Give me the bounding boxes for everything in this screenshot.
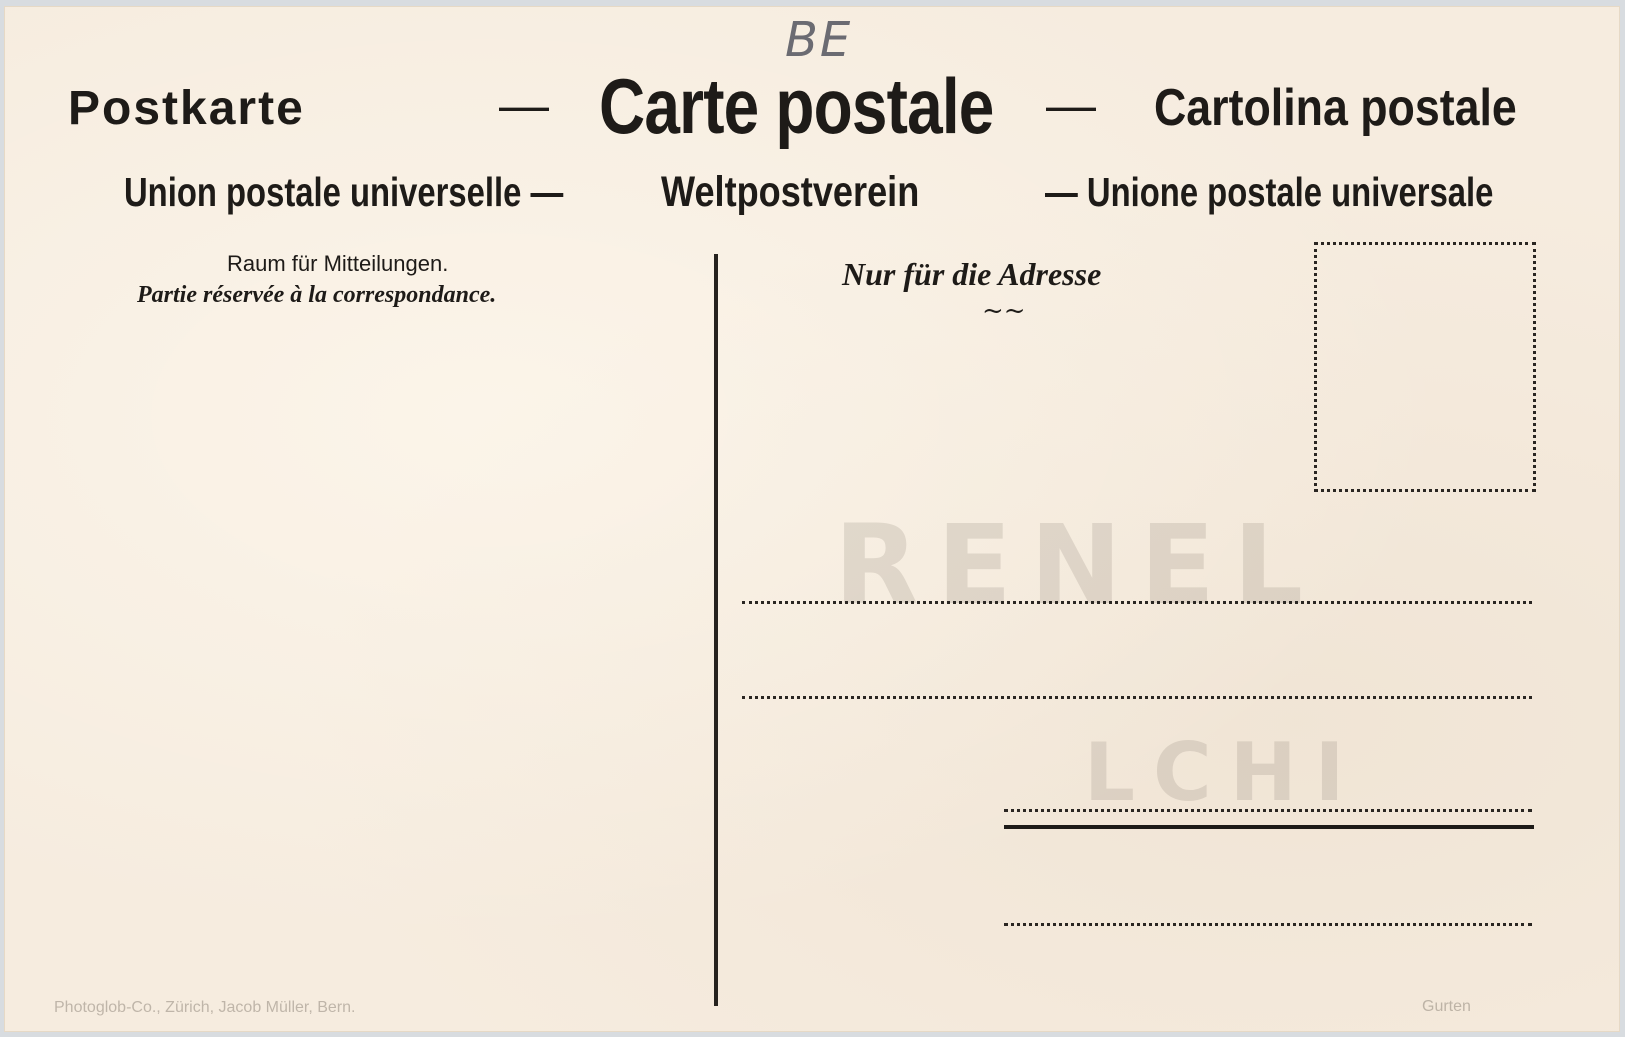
postcard-back — [4, 6, 1620, 1032]
address-line-1 — [742, 601, 1532, 604]
faint-mark-upper: RENEL — [834, 501, 1322, 629]
subtitle-separator: — — [530, 169, 564, 215]
message-label-german: Raum für Mitteilungen. — [227, 251, 449, 276]
message-label-french: Partie réservée à la correspondance. — [137, 282, 497, 308]
subtitle-italian-text: Unione postale universale — [1086, 169, 1494, 215]
address-flourish: ~~ — [982, 296, 1026, 326]
center-divider — [714, 254, 718, 1006]
address-label: Nur für die Adresse — [842, 256, 1102, 292]
title-separator: — — [499, 77, 549, 133]
title-german: Postkarte — [68, 82, 305, 135]
address-underline — [1004, 825, 1534, 829]
subtitle-italian — [1045, 169, 1493, 216]
subtitle-french-text: Union postale universelle — [124, 169, 522, 215]
location-imprint: Gurten — [1422, 998, 1471, 1015]
subtitle-separator: — — [1045, 169, 1078, 215]
subtitle-german: Weltpostverein — [661, 168, 920, 216]
title-italian: Cartolina postale — [1154, 79, 1517, 137]
title-separator: — — [1046, 77, 1096, 133]
title-french: Carte postale — [599, 62, 994, 150]
publisher-imprint: Photoglob-Co., Zürich, Jacob Müller, Bern. — [54, 999, 356, 1016]
address-line-2 — [742, 696, 1532, 699]
address-line-4 — [1004, 923, 1532, 926]
address-line-3 — [1004, 809, 1532, 812]
stamp-box — [1314, 242, 1536, 492]
subtitle-french — [124, 169, 563, 216]
pencil-note: BE — [785, 12, 853, 68]
faint-mark-lower: LCHI — [1084, 726, 1363, 819]
